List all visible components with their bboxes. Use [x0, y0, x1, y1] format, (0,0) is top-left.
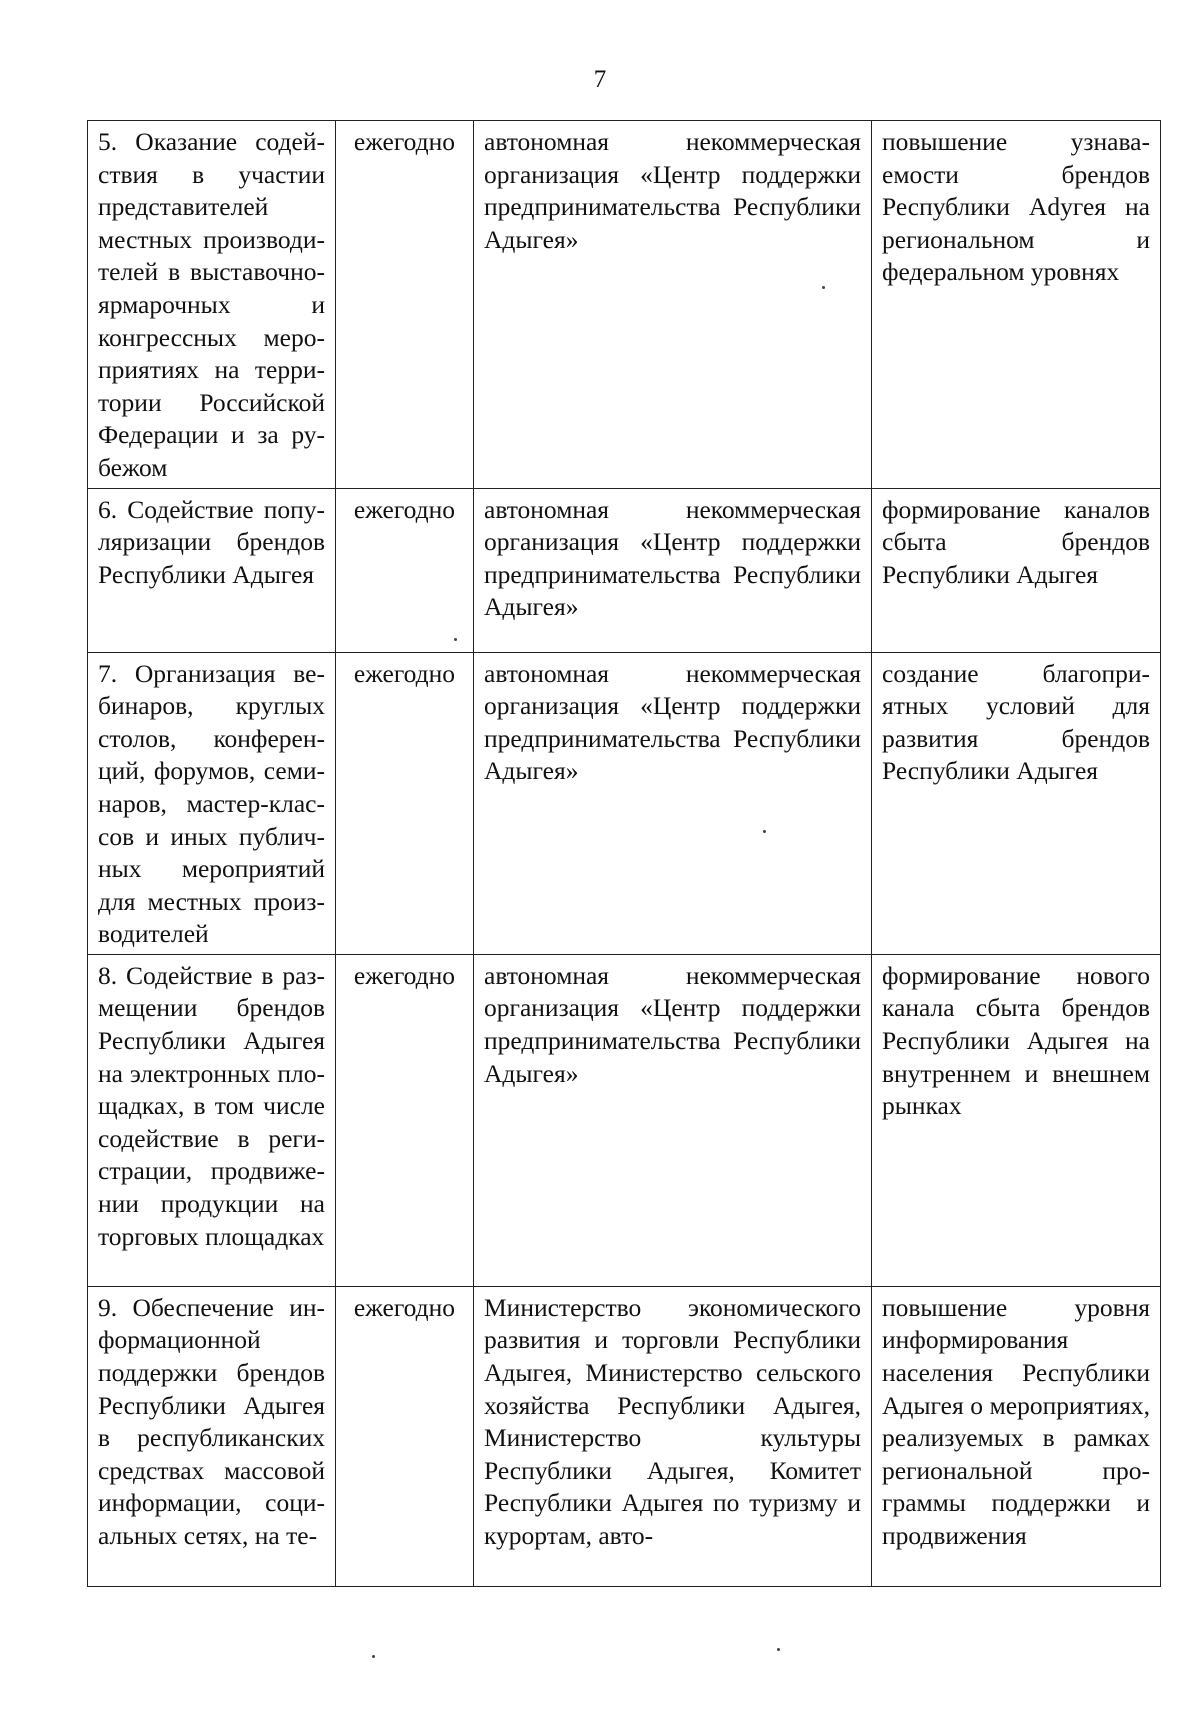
- result-cell: формирование каналов сбыта брендов Республики Адыгея: [872, 488, 1161, 652]
- executor-cell: автономная некоммерческая организация «Центр поддержки предпринимательства Республики Адыгея»: [474, 954, 872, 1286]
- executor-cell: автономная некоммерческая организация «Центр поддержки предпринимательства Республики Адыгея»: [474, 652, 872, 954]
- scan-speck: [454, 638, 457, 641]
- table-row: [88, 652, 1161, 954]
- activity-cell: 8. Содействие в размещении брендов Республики Адыгея на электронных площадках, в том числе содействие в регистрации, продвижении продукции на торговых площадках: [88, 954, 336, 1286]
- table-row: [88, 121, 1161, 489]
- result-cell: повышение узнаваемости брендов Республики Adyгея на региональном и федеральном уровнях: [872, 121, 1161, 489]
- term-cell: ежегодно: [336, 121, 474, 489]
- scan-speck: [777, 1648, 780, 1651]
- result-cell: формирование нового канала сбыта брендов Республики Адыгея на внутреннем и внешнем рынках: [872, 954, 1161, 1286]
- scan-speck: [372, 1655, 375, 1658]
- table-row: [88, 1286, 1161, 1586]
- executor-cell: автономная некоммерческая организация «Центр поддержки предпринимательства Республики Адыгея»: [474, 121, 872, 489]
- result-cell: повышение уровня информирования населения Республики Адыгея о мероприятиях, реализуемых в рамках региональной программы поддержки и продвижения: [872, 1286, 1161, 1586]
- table-row: [88, 954, 1161, 1286]
- executor-cell: автономная некоммерческая организация «Центр поддержки предпринимательства Республики Адыгея»: [474, 488, 872, 652]
- table-row: [88, 488, 1161, 652]
- term-cell: ежегодно: [336, 954, 474, 1286]
- result-cell: создание благоприятных условий для развития брендов Республики Адыгея: [872, 652, 1161, 954]
- page-number: 7: [593, 66, 607, 93]
- activity-cell: 7. Организация вебинаров, круглых столов, конференций, форумов, семинаров, мастер-классов и иных публичных мероприятий для местных производителей: [88, 652, 336, 954]
- activity-cell: 9. Обеспечение информационной поддержки брендов Республики Адыгея в республиканских средствах массовой информации, социальных сетях, на те-: [88, 1286, 336, 1586]
- term-cell: ежегодно: [336, 1286, 474, 1586]
- activity-cell: 6. Содействие популяризации брендов Республики Адыгея: [88, 488, 336, 652]
- activity-cell: 5. Оказание содействия в участии представителей местных производителей в выставочно-ярмарочных и конгрессных мероприятиях на территории Российской Федерации и за рубежом: [88, 121, 336, 489]
- action-plan-table: [87, 120, 1161, 1587]
- scan-speck: [822, 286, 825, 289]
- scan-speck: [763, 830, 766, 833]
- term-cell: ежегодно: [336, 652, 474, 954]
- term-cell: ежегодно: [336, 488, 474, 652]
- executor-cell: Министерство экономического развития и торговли Республики Адыгея, Министерство сельского хозяйства Республики Адыгея, Министерство культуры Республики Адыгея, Комитет Республики Адыгея по туризму и курортам, авто-: [474, 1286, 872, 1586]
